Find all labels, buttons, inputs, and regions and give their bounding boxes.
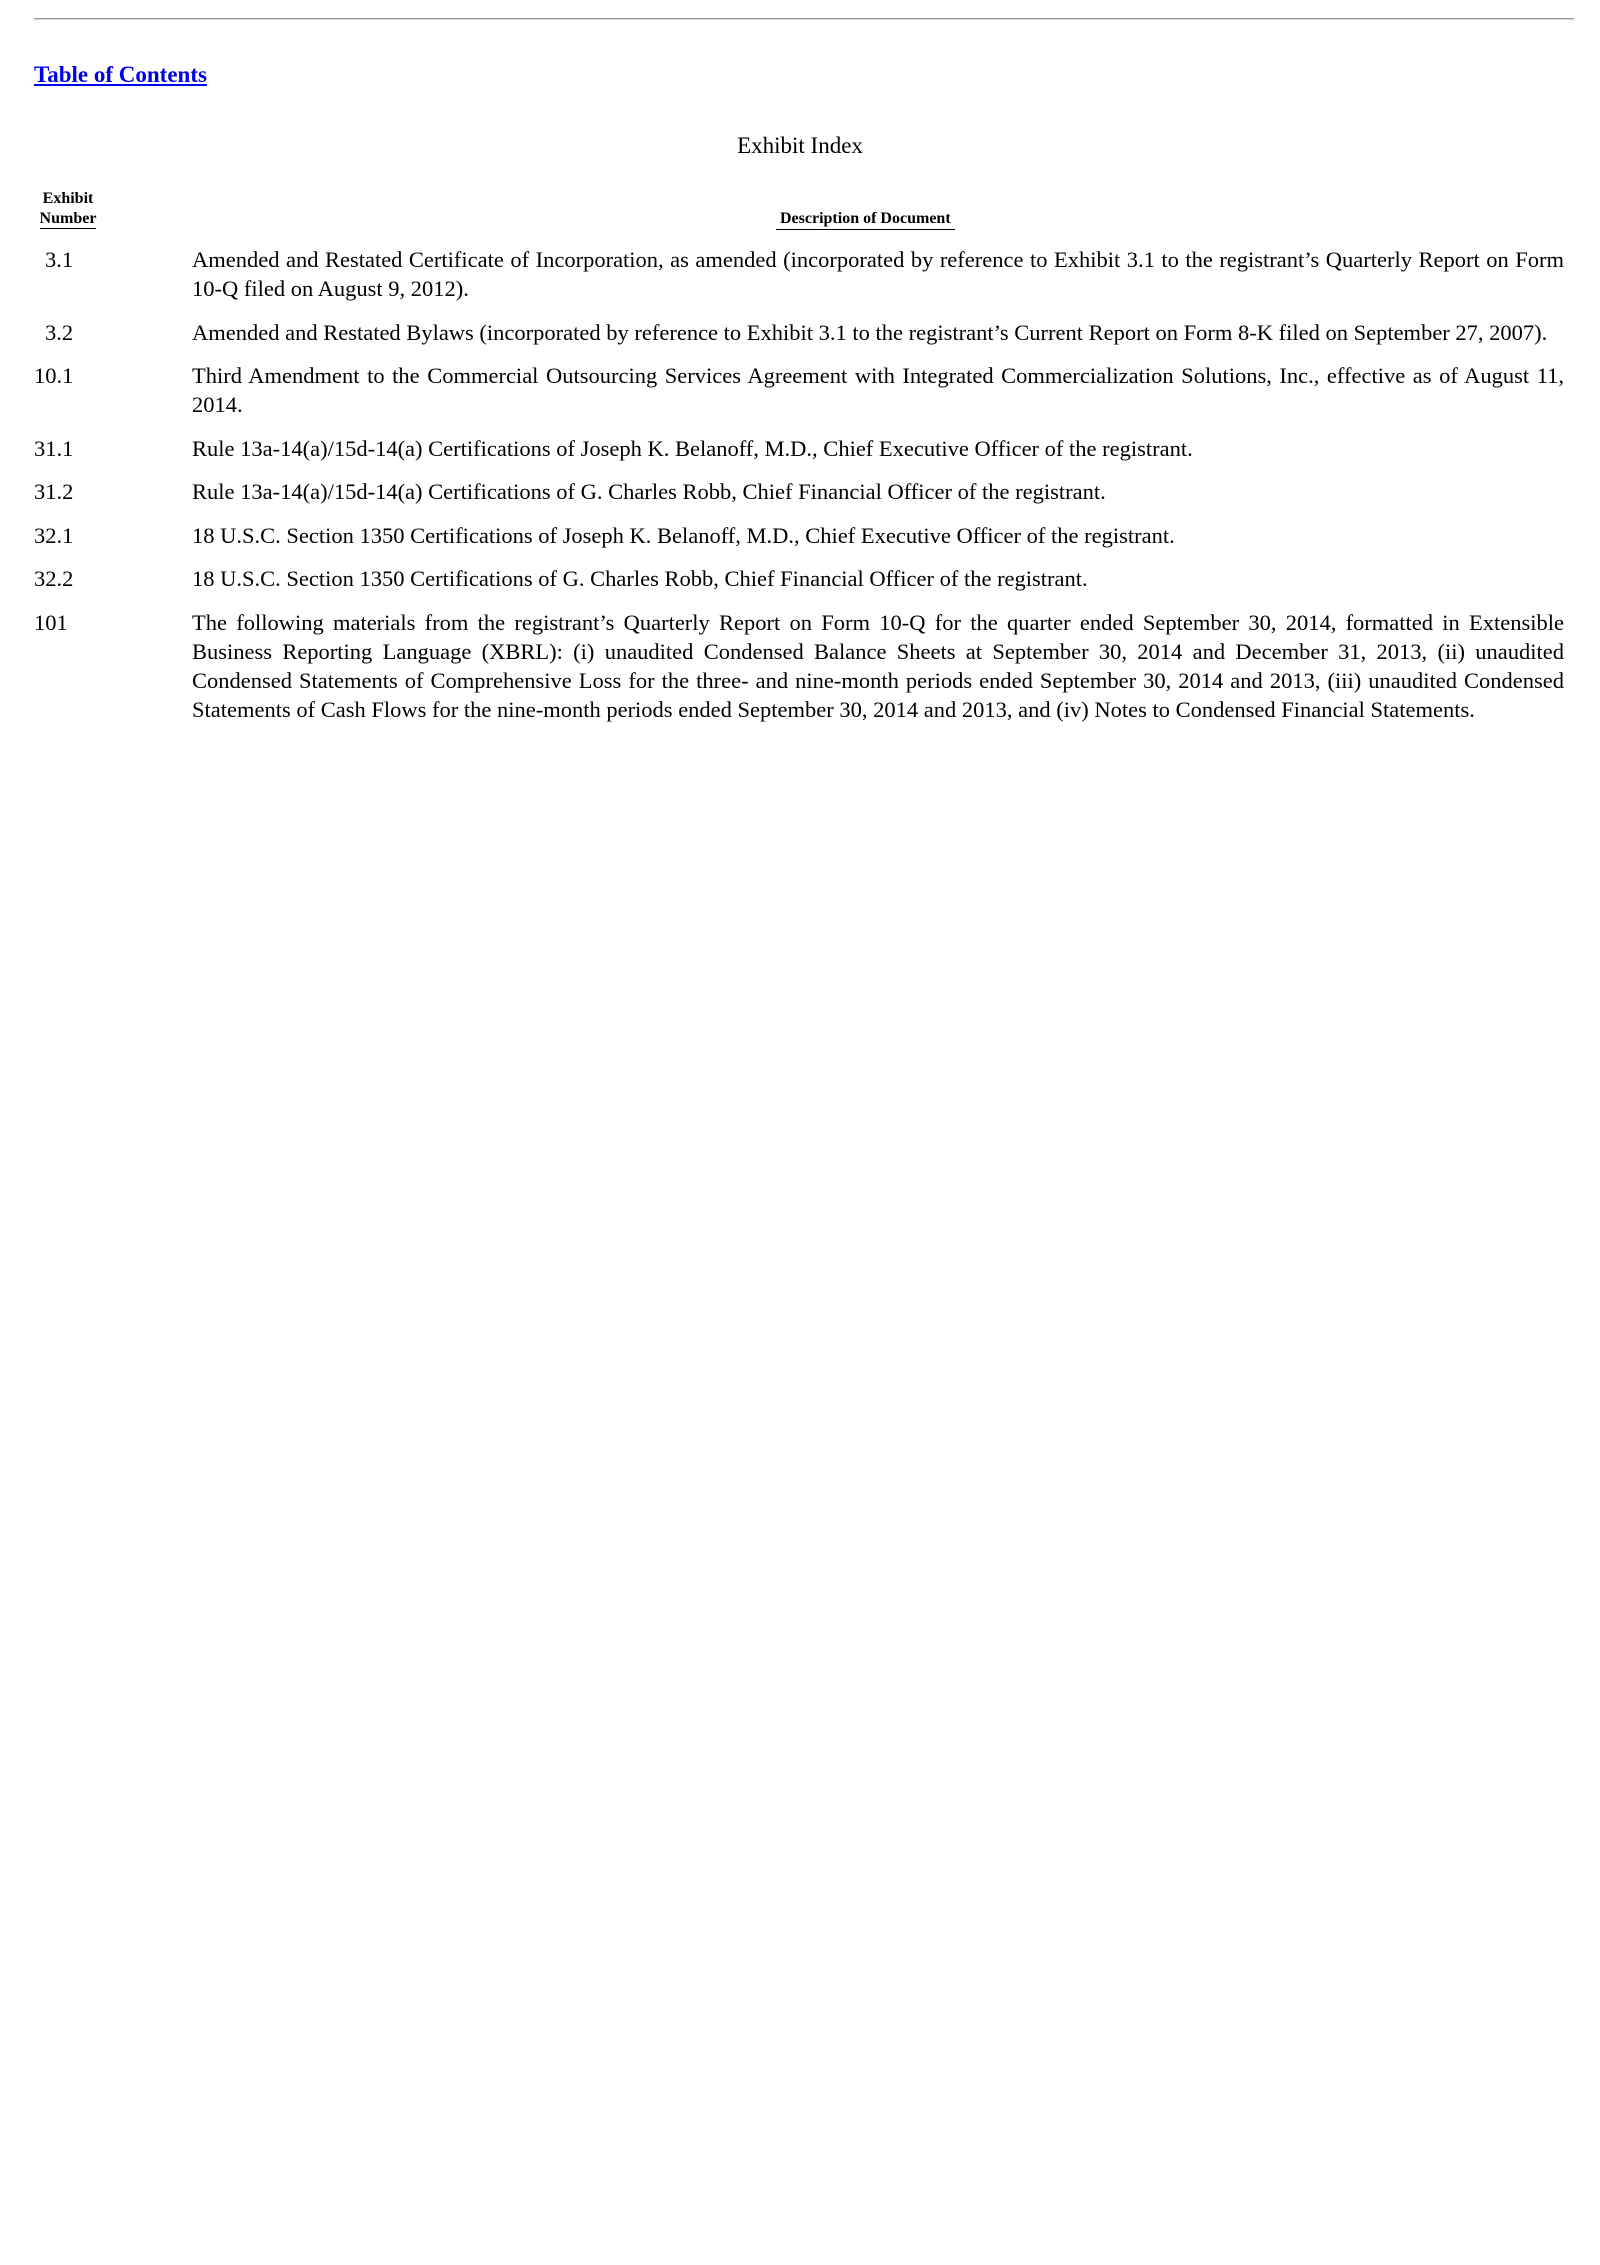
- exhibit-description: The following materials from the registrant’s Quarterly Report on Form 10-Q for the quarter ended September 30, 2014, formatted in Extensible Business Reporting Language (XBRL): (i) unaudited Condensed Balance Sheets at September 30, 2014 and December 31, 2013, (ii) unaudited Condensed Statements of Comprehensive Loss for the three- and nine-month periods ended September 30, 2014 and 2013, (iii) unaudited Condensed Statements of Cash Flows for the nine-month periods ended September 30, 2014 and 2013, and (iv) Notes to Condensed Financial Statements.: [192, 609, 1564, 722]
- exhibit-number: 101: [34, 609, 68, 635]
- exhibit-description: Amended and Restated Bylaws (incorporated by reference to Exhibit 3.1 to the registrant’s Current Report on Form 8-K filed on September 27, 2007).: [192, 319, 1548, 345]
- column-header-number-line1: Exhibit: [42, 190, 94, 207]
- exhibit-number: 32.2: [34, 566, 74, 591]
- exhibit-row: [34, 564, 1564, 593]
- exhibit-description: Rule 13a-14(a)/15d-14(a) Certifications of Joseph K. Belanoff, M.D., Chief Executive Officer of the registrant.: [192, 435, 1193, 461]
- exhibit-row: [34, 521, 1564, 550]
- exhibit-description: Third Amendment to the Commercial Outsourcing Services Agreement with Integrated Commercialization Solutions, Inc., effective as of August 11, 2014.: [192, 363, 1564, 417]
- exhibit-number: 3.1: [45, 247, 74, 272]
- table-of-contents-link[interactable]: Table of Contents: [34, 62, 207, 87]
- exhibit-description: 18 U.S.C. Section 1350 Certifications of G. Charles Robb, Chief Financial Officer of the registrant.: [192, 566, 1088, 591]
- exhibit-row: [34, 361, 1564, 419]
- column-header-description: Description of Document: [776, 209, 955, 230]
- page-title: Exhibit Index: [737, 133, 863, 158]
- exhibit-number: 31.1: [34, 435, 74, 461]
- exhibit-number: 31.2: [34, 479, 74, 504]
- exhibit-row: [34, 245, 1564, 303]
- exhibit-row: [34, 434, 1564, 463]
- exhibit-list: [34, 245, 1564, 738]
- exhibit-number: 32.1: [34, 522, 74, 548]
- exhibit-row: [34, 477, 1564, 506]
- exhibit-row: [34, 318, 1564, 347]
- exhibit-row: [34, 608, 1564, 724]
- exhibit-description: Amended and Restated Certificate of Incorporation, as amended (incorporated by reference to Exhibit 3.1 to the registrant’s Quarterly Report on Form 10-Q filed on August 9, 2012).: [192, 247, 1564, 301]
- exhibit-number: 3.2: [45, 319, 74, 345]
- exhibit-description: 18 U.S.C. Section 1350 Certifications of Joseph K. Belanoff, M.D., Chief Executive Officer of the registrant.: [192, 522, 1175, 548]
- column-header-exhibit-number: [34, 189, 102, 229]
- exhibit-description: Rule 13a-14(a)/15d-14(a) Certifications of G. Charles Robb, Chief Financial Officer of the registrant.: [192, 479, 1106, 504]
- exhibit-number: 10.1: [34, 363, 74, 388]
- column-header-number-line2: Number: [39, 210, 97, 227]
- top-divider: [34, 18, 1574, 20]
